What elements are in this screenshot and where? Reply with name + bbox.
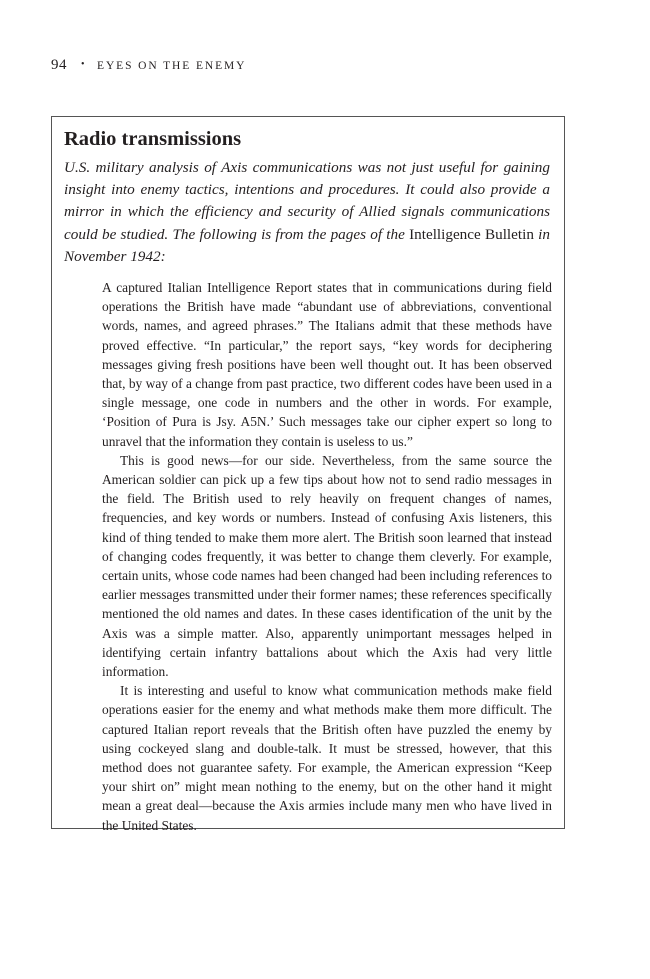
sidebar-intro — [64, 157, 550, 268]
running-title: EYES ON THE ENEMY — [97, 60, 247, 72]
page-number: 94 — [51, 57, 67, 73]
bullet-separator: • — [81, 59, 86, 70]
quote-paragraph: A captured Italian Intelligence Report states that in communications during field operations the British have made “abundant use of abbreviations, conventional words, names, and agreed phrases.” The Italians admit that these methods have proved effective. “In particular,” the report says, “key words for deciphering messages giving fresh positions have been well thought out. It has been observed that, by way of a change from past practice, two different codes have been used in a single message, one code in numbers and the other in words. For example, ‘Position of Pura is Jsy. A5N.’ Such messages take our cipher expert so long to unravel that the information they contain is useless to us.” — [102, 280, 552, 449]
running-head — [51, 57, 246, 74]
intro-text: U.S. military analysis of Axis communications was not just useful for gaining insight into enemy tactics, intentions and procedures. It could also provide a mirror in which the efficiency and security of Allied signals communications could be studied. The following is from the pages of the — [64, 159, 550, 243]
quoted-report — [102, 278, 552, 835]
sidebar-title: Radio transmissions — [64, 128, 242, 150]
quote-paragraph: This is good news—for our side. Nevertheless, from the same source the American soldier can pick up a few tips about how not to send radio messages in the field. The British used to rely heavily on frequent changes of names, frequencies, and key words or numbers. Instead of confusing Axis listeners, this kind of thing tended to make them more alert. The British soon learned that instead of changing codes frequently, it was better to change them cleverly. For example, certain units, whose code names had been changed had been including references to earlier messages transmitted under their former names; these references specifically mentioned the old names and dates. In these cases identification of the unit by the Axis was a simple matter. Also, apparently unimportant messages helped in identifying certain infantry battalions about which the Axis had very little information. — [102, 452, 552, 680]
quote-paragraph: It is interesting and useful to know what communication methods make field operations easier for the enemy and what methods make them more difficult. The captured Italian report reveals that the British often have puzzled the enemy by using cockeyed slang and double-talk. It must be stressed, however, that this method does not guarantee safety. For example, the American expression “Keep your shirt on” might mean nothing to the enemy, but on the other hand it might mean a great deal—because the Axis armies include many men who have lived in the United States. — [102, 683, 552, 833]
intro-end: in November 1942: — [64, 225, 550, 265]
sidebar-box — [51, 116, 565, 833]
publication-name: Intelligence Bulletin — [409, 225, 534, 243]
